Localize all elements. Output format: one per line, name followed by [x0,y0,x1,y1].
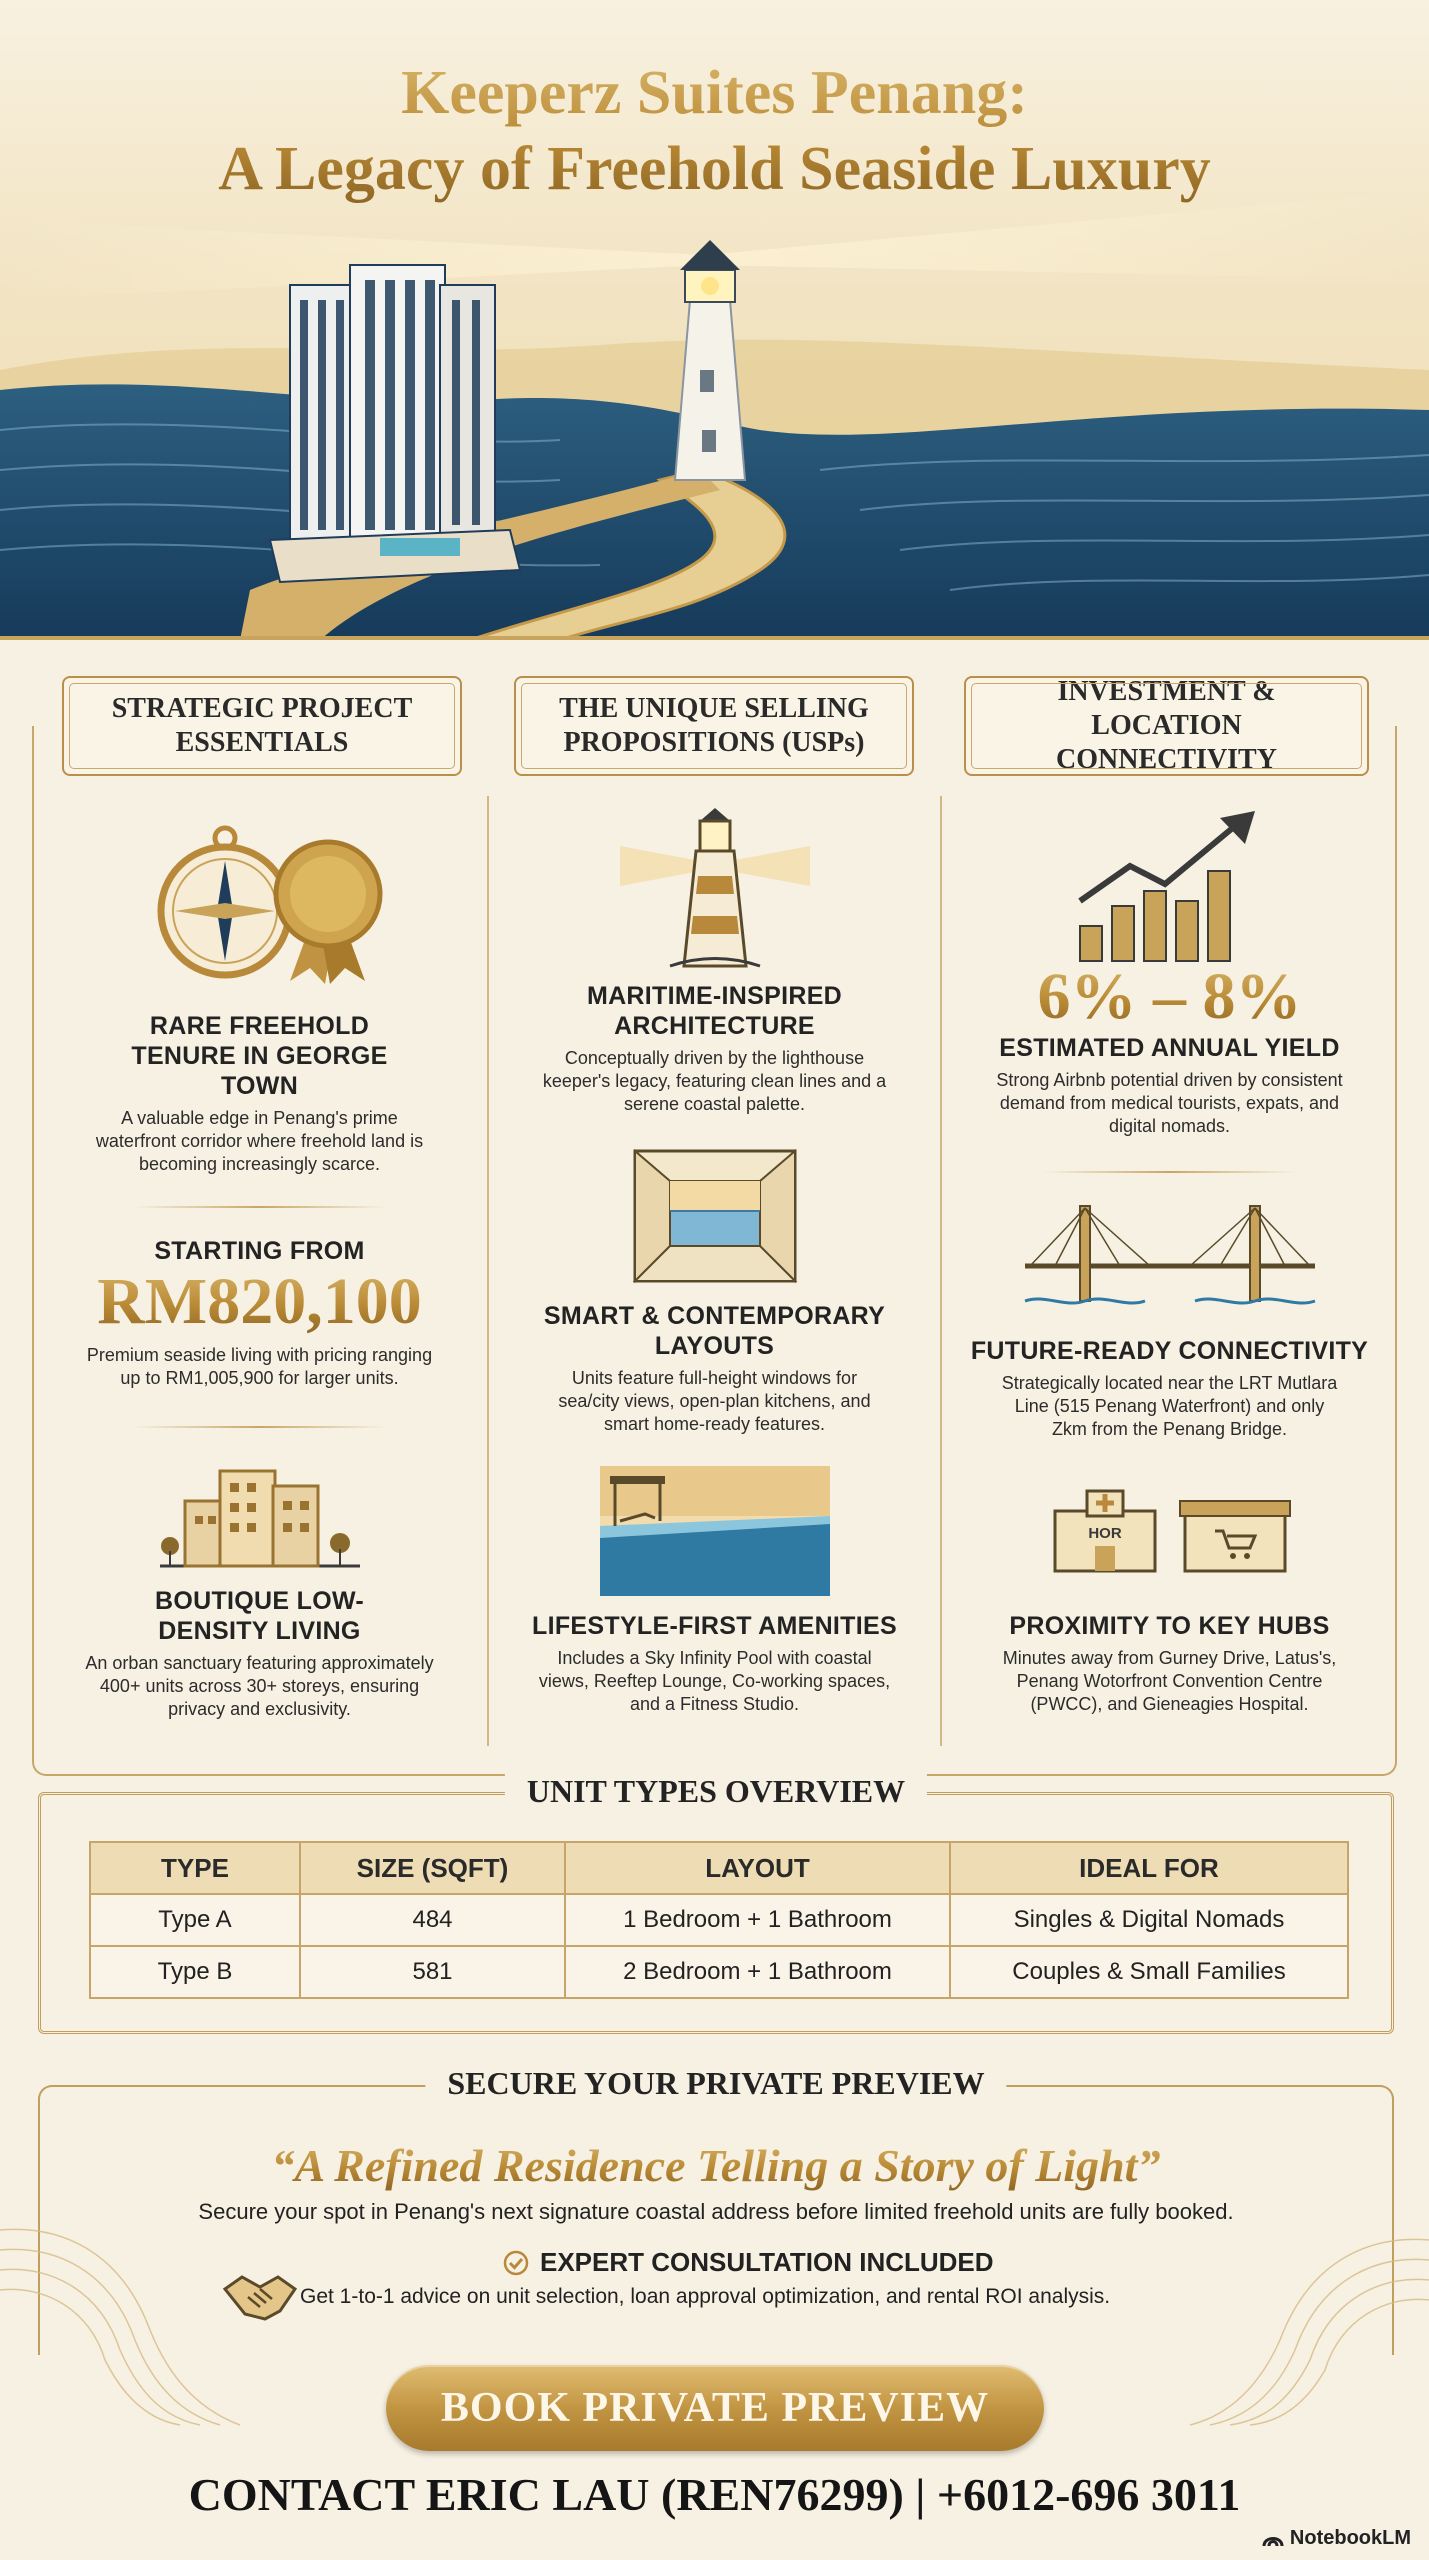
infinity-pool-icon [492,1466,937,1596]
starting-from-label: STARTING FROM [154,1237,365,1265]
tower-building [270,265,520,582]
col-header-type: TYPE [90,1842,300,1894]
low-rise-buildings-icon [37,1461,482,1571]
layouts-text: Units feature full-height windows for sea/city views, open-plan kitchens, and smart home-ready features. [558,1368,871,1434]
yield-title: ESTIMATED ANNUAL YIELD [999,1034,1340,1062]
pricing-text: Premium seaside living with pricing ranging up to RM1,005,900 for larger units. [86,1345,433,1388]
cell-size: 484 [300,1894,565,1946]
table-header-row [90,1842,1348,1894]
architecture-text: Conceptually driven by the lighthouse keeper's legacy, featuring clean lines and a serene coastal palette. [542,1048,887,1114]
yield-value: 6% – 8% [947,961,1392,1033]
divider [1042,1171,1297,1173]
room-window-icon [492,1146,937,1286]
compass-medal-icon [37,816,482,986]
unit-types-table [89,1841,1349,1999]
amenities-block [492,1611,937,1716]
freehold-tenure-title: RARE FREEHOLD TENURE IN GEORGE TOWN [131,1012,388,1100]
architecture-title: MARITIME-INSPIRED ARCHITECTURE [586,982,843,1040]
annual-yield-block [947,961,1392,1138]
preview-subtitle: Secure your spot in Penang's next signature coastal address before limited freehold units are fully booked. [198,2199,1234,2224]
lighthouse [675,240,745,480]
yield-text: Strong Airbnb potential driven by consistent demand from medical tourists, expats, and digital nomads. [996,1070,1343,1136]
column-divider [940,796,942,1746]
cell-ideal-for: Couples & Small Families [950,1946,1348,1998]
contact-line: CONTACT ERIC LAU (REN76299) | +6012-696 3011 [188,2469,1241,2520]
connectivity-text: Strategically located near the LRT Mutlara Line (515 Penang Waterfront) and only Zkm from the Penang Bridge. [1001,1373,1338,1439]
low-density-text: An orban sanctuary featuring approximately 400+ units across 30+ storeys, ensuring privacy and exclusivity. [85,1653,434,1719]
header-investment-connectivity: INVESTMENT & LOCATION CONNECTIVITY [964,676,1369,776]
hospital-sign-text: HOR [1087,1525,1122,1542]
cell-layout: 2 Bedroom + 1 Bathroom [565,1946,950,1998]
header-strategic-essentials: STRATEGIC PROJECT ESSENTIALS [62,676,462,776]
notebooklm-label: NotebookLM [1289,2527,1411,2549]
book-private-preview-button[interactable]: BOOK PRIVATE PREVIEW [386,2365,1044,2451]
key-hubs-block [947,1611,1392,1716]
table-row [90,1946,1348,1998]
header-usps: THE UNIQUE SELLING PROPOSITIONS (USPs) [514,676,914,776]
col-header-layout: LAYOUT [565,1842,950,1894]
column-divider [487,796,489,1746]
coastal-tower-illustration [0,170,1429,640]
consultation-title: EXPERT CONSULTATION INCLUDED [540,2247,994,2277]
preview-title: SECURE YOUR PRIVATE PREVIEW [425,2065,1006,2102]
col-header-ideal-for: IDEAL FOR [950,1842,1348,1894]
notebooklm-watermark [1262,2527,1411,2550]
hero-banner [0,0,1429,640]
col-header-size: SIZE (SQFT) [300,1842,565,1894]
divider [132,1206,387,1208]
feature-columns [32,676,1397,1776]
connectivity-title: FUTURE-READY CONNECTIVITY [970,1337,1369,1365]
cell-ideal-for: Singles & Digital Nomads [950,1894,1348,1946]
consultation-text: Get 1-to-1 advice on unit selection, loan approval optimization, and rental ROI analysis. [300,2285,1111,2308]
architecture-block [492,981,937,1116]
low-density-block [37,1586,482,1721]
layouts-block [492,1301,937,1436]
freehold-tenure-block [37,1011,482,1176]
amenities-text: Includes a Sky Infinity Pool with coastal views, Reeftep Lounge, Co-working spaces, and a Fitness Studio. [538,1648,891,1714]
column-investment-connectivity [947,796,1392,1756]
starting-price: RM820,100 [37,1266,482,1338]
unit-types-section [38,1773,1394,2034]
bridge-icon [947,1196,1392,1316]
column-usps [492,796,937,1756]
column-strategic-essentials [37,796,482,1756]
key-hubs-title: PROXIMITY TO KEY HUBS [1009,1612,1330,1640]
freehold-tenure-text: A valuable edge in Penang's prime waterfront corridor where freehold land is becoming increasingly scarce. [95,1108,424,1174]
title-line-1: Keeperz Suites Penang: [401,59,1028,127]
growth-chart-icon [947,806,1392,966]
lighthouse-icon [492,806,937,976]
key-hubs-text: Minutes away from Gurney Drive, Latus's, Penang Wotorfront Convention Centre (PWCC), and Gieneagies Hospital. [1002,1648,1337,1714]
hospital-shop-icon [947,1486,1392,1576]
low-density-title: BOUTIQUE LOW-DENSITY LIVING [155,1587,364,1645]
notebooklm-logo-icon [1262,2530,1284,2548]
title-line-2: A Legacy of Freehold Seaside Luxury [218,135,1211,203]
divider [132,1426,387,1428]
connectivity-block [947,1336,1392,1441]
unit-types-title: UNIT TYPES OVERVIEW [505,1773,927,1810]
starting-price-block [37,1236,482,1390]
cell-layout: 1 Bedroom + 1 Bathroom [565,1894,950,1946]
table-row [90,1894,1348,1946]
cell-type: Type A [90,1894,300,1946]
layouts-title: SMART & CONTEMPORARY LAYOUTS [543,1302,886,1360]
cell-size: 581 [300,1946,565,1998]
preview-quote: “A Refined Residence Telling a Story of Light” [40,2139,1392,2192]
cell-type: Type B [90,1946,300,1998]
amenities-title: LIFESTYLE-FIRST AMENITIES [532,1612,897,1640]
